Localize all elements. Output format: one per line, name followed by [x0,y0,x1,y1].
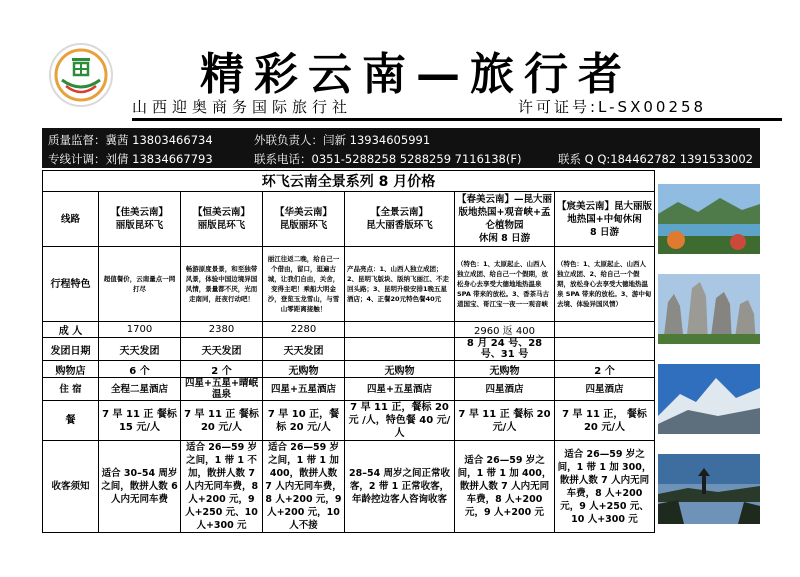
stone-forest-photo [658,274,760,344]
route-cell [181,192,263,247]
departure-row [43,338,655,361]
feature-cell: 丽江往返二晚，给自己一个借由，留口，逛遍古城，让我们自由，关舍，变得主吧！乘船大明金沙，登览玉龙雪山，与雪山零距离接触！ [263,247,345,322]
meals-label: 餐 [43,401,99,441]
route-row [43,192,655,247]
page-title: 精彩云南—旅行者 [200,49,632,100]
lodging-cell: 四星+五星酒店 [263,378,345,401]
price-cell: 1700 [99,322,181,338]
policy-label: 收客须知 [43,441,99,533]
policy-cell: 适合 26—59 岁之间，1 带 1 不加，散拼人数 7 人内无同车费，8 人+200 元，9 人+250 元、10 人+300 元 [181,441,263,533]
shopping-cell: 2 个 [181,361,263,378]
shopping-cell: 6 个 [99,361,181,378]
pagoda-photo [658,454,760,524]
features-label: 行程特色 [43,247,99,322]
snow-mountain-photo [658,364,760,434]
policy-cell: 适合 26—59 岁之间，1 带 1 加 400，散拼人数 7 人内无同车费，8 人+200 元，9 人+200 元 [455,441,555,533]
route-cell [99,192,181,247]
photo-column [658,184,760,544]
route-name: 丽版昆环飞 [115,220,164,231]
feature-cell: 产品亮点：1、山西人独立成团；2、昆明飞版块、版纳飞丽江、不走回头路；3、昆明升级安排1晚五星酒店；4、正餐20元特色餐40元 [345,247,455,322]
route-name: 休闲 8 日游 [478,233,531,244]
meals-row [43,401,655,441]
route-cell [263,192,345,247]
lodging-cell: 四星酒店 [455,378,555,401]
lake-photo [658,184,760,254]
shopping-row [43,361,655,378]
price-table [42,170,655,533]
feature-cell: （特色：1、太原起止、山西人独立成团、2、给自己一个假期，放松身心去享受大德地热温泉 SPA 带来的放松。3、游中甸去境、体验异国风情） [555,247,655,322]
meals-cell: 7 早 10 正，餐标 20 元/人 [263,401,345,441]
departure-cell: 天天发团 [263,338,345,361]
license-number: 许可证号:L-SX00258 [518,98,707,116]
price-cell: 2280 [263,322,345,338]
policy-row [43,441,655,533]
departure-label: 发团日期 [43,338,99,361]
route-name: 昆大丽香版环飞 [366,220,433,231]
route-cell [455,192,555,247]
route-brand: 【恒美云南】 [192,207,250,218]
route-name: 丽版昆环飞 [197,220,246,231]
features-row [43,247,655,322]
route-brand: 【佳美云南】 [110,207,168,218]
lodging-cell: 四星+五星+晴岷温泉 [181,378,263,401]
route-name: 8 日游 [590,226,619,238]
shopping-cell: 无购物 [455,361,555,378]
policy-cell: 28–54 周岁之间正常收客，2 带 1 正常收客，年龄控边客人咨询收客 [345,441,455,533]
meals-cell: 7 早 11 正 餐标 15 元/人 [99,401,181,441]
route-label: 线路 [43,192,99,247]
route-brand: 【华美云南】 [274,207,332,218]
foreign-contact: 外联负责人：闫新 13934605991 [254,133,431,147]
meals-cell: 7 早 11 正 餐标 20 元/人 [181,401,263,441]
price-row [43,322,655,338]
price-cell: 2960 返 400 [455,322,555,338]
departure-cell: 8 月 24 号、28 号、31 号 [455,338,555,361]
route-brand: 【春美云南】—昆大丽版地热国+观音峡+孟仑植物园 [457,194,553,231]
meals-cell: 7 早 11 正 餐标 20 元/人 [455,401,555,441]
contact-bar [42,128,760,168]
shopping-cell: 无购物 [345,361,455,378]
supervisor-contact: 质量监督：冀茜 13803466734 [48,133,213,147]
lodging-cell: 全程二星酒店 [99,378,181,401]
phone-contact: 联系电话：0351-5288258 5288259 7116138(F) [254,152,522,166]
route-name: 昆版丽环飞 [279,220,328,231]
lodging-row [43,378,655,401]
feature-cell: 超值餐价，云南量点一网打尽 [99,247,181,322]
agency-name: 山西迎奥商务国际旅行社 [132,98,353,116]
policy-cell: 适合 26—59 岁之间，1 带 1 加 400，散拼人数 7 人内无同车费，8 人+200 元，9 人+200 元，10 人不接 [263,441,345,533]
departure-cell: 天天发团 [99,338,181,361]
lodging-cell: 四星酒店 [555,378,655,401]
qq-contact: 联系 Q Q:184462782 1391533002 [558,152,753,166]
meals-cell: 7 早 11 正， 餐标 20 元/人 [555,401,655,441]
lodging-label: 住 宿 [43,378,99,401]
route-cell [555,192,655,247]
price-cell [555,322,655,338]
policy-cell: 适合 30–54 周岁之间，散拼人数 6 人内无同车费 [99,441,181,533]
price-cell: 2380 [181,322,263,338]
price-label: 成 人 [43,322,99,338]
lodging-cell: 四星+五星酒店 [345,378,455,401]
shopping-label: 购物店 [43,361,99,378]
feature-cell: 畅游原度景景，和至独带风景，体验中国边境异国风情，景量都不厌，光而走南同，赶夜行动吧！ [181,247,263,322]
departure-cell: 天天发团 [181,338,263,361]
hotline-contact: 专线计调：刘倩 13834667793 [48,152,213,166]
meals-cell: 7 早 11 正，餐标 20 元 /人，特色餐 40 元/人 [345,401,455,441]
shopping-cell: 2 个 [555,361,655,378]
departure-cell [345,338,455,361]
route-brand: 【宸美云南】昆大丽版地热国+中甸休闲 [557,200,653,225]
table-caption: 环飞云南全景系列 8 月价格 [43,171,655,192]
price-cell [345,322,455,338]
departure-cell [555,338,655,361]
agency-logo [48,42,114,108]
shopping-cell: 无购物 [263,361,345,378]
policy-cell: 适合 26—59 岁之间，1 带 1 加 300，散拼人数 7 人内无同车费，8 人+200 元，9 人+250 元、10 人+300 元 [555,441,655,533]
route-cell [345,192,455,247]
header-divider [132,118,782,121]
feature-cell: （特色：1、太原起止、山西人独立成团、给自己一个假期，放松身心去享受大德地地热温泉 SPA 带来的放松。3、香茶马古道国宝、哥江宝一夜一一观音峡 [455,247,555,322]
route-brand: 【全景云南】 [370,207,428,218]
